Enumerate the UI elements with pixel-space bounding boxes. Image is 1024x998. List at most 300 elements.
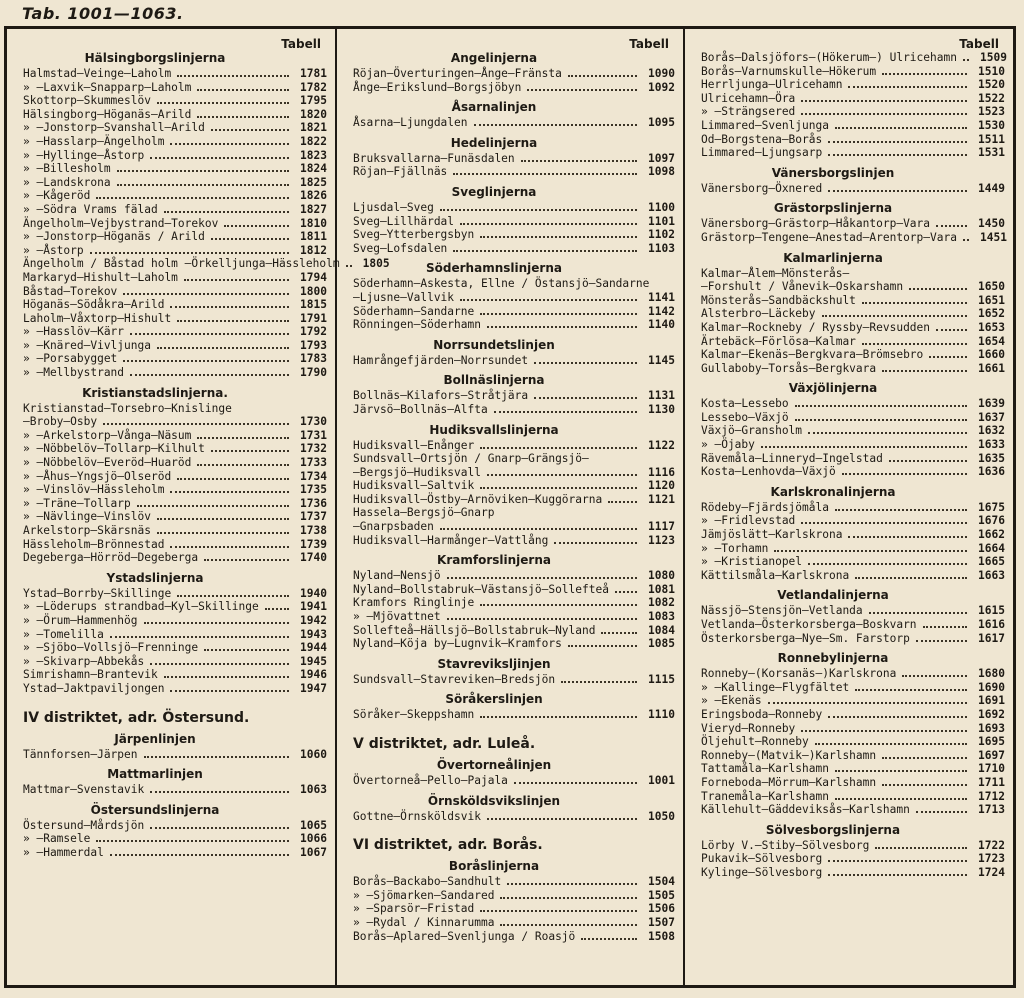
route-name: » —Hammerdal [23, 845, 104, 859]
route-name: Kosta—Lessebo [701, 397, 789, 411]
table-number: 1791 [300, 311, 327, 325]
leader-dots [801, 100, 967, 102]
table-number: 1065 [300, 818, 327, 832]
route-name: » —Nöbbelöv—Everöd—Huaröd [23, 456, 192, 470]
table-number: 1520 [978, 78, 1005, 92]
route-section [23, 51, 390, 380]
table-number: 1734 [300, 469, 327, 483]
leader-dots [568, 75, 637, 77]
route-row [353, 116, 675, 130]
table-number: 1660 [978, 348, 1005, 362]
route-name: Mattmar—Svenstavik [23, 783, 145, 797]
table-number: 1001 [648, 774, 675, 787]
leader-dots [848, 536, 967, 538]
route-row [353, 81, 675, 95]
route-row [353, 810, 675, 824]
route-section [353, 758, 675, 788]
leader-dots [514, 782, 637, 784]
leader-dots [460, 299, 637, 301]
leader-dots [480, 236, 637, 238]
route-name: Kosta—Lenhovda—Växjö [701, 465, 836, 479]
route-row [353, 916, 675, 930]
route-row [23, 121, 327, 135]
route-row [701, 604, 1005, 618]
route-row [23, 641, 327, 655]
table-number: 1805 [362, 257, 390, 271]
route-name: Degeberga—Hörröd—Degeberga [23, 551, 199, 565]
section-title: Växjölinjerna [788, 381, 878, 396]
leader-dots [828, 860, 967, 862]
route-row [353, 67, 675, 81]
route-section [353, 553, 675, 651]
route-name: » —Porsabygget [23, 352, 118, 366]
table-number: 1690 [978, 680, 1005, 694]
route-row [23, 442, 327, 456]
route-name: Söderhamn—Sandarne [353, 304, 475, 318]
route-section [353, 423, 675, 548]
route-section [353, 261, 675, 331]
table-number: 1793 [300, 338, 327, 352]
table-number: 1823 [300, 148, 327, 162]
route-name: Kramfors Ringlinje [353, 596, 475, 610]
leader-dots [601, 632, 637, 634]
route-section [701, 651, 1005, 817]
section-title: Karlskronalinjerna [770, 484, 896, 499]
leader-dots [117, 170, 289, 172]
table-number: 1812 [300, 243, 327, 257]
route-row [701, 528, 1005, 542]
route-section [353, 657, 675, 687]
leader-dots [534, 397, 637, 399]
route-row [23, 497, 327, 511]
table-number: 1142 [648, 304, 675, 318]
route-name: » —Sjömarken—Sandared [353, 888, 495, 902]
table-number: 1663 [978, 568, 1005, 582]
route-name: Vänersborg—Grästorp—Håkantorp—Vara [701, 217, 931, 231]
route-name: Bruksvallarna—Funäsdalen [353, 151, 515, 165]
table-number: 1676 [978, 514, 1005, 528]
section-title: Kalmarlinjerna [783, 250, 883, 265]
table-number: 1080 [648, 569, 675, 583]
leader-dots [487, 326, 637, 328]
table-number: 1662 [978, 528, 1005, 542]
section-title: Kramforslinjerna [437, 553, 551, 568]
route-row [701, 681, 1005, 695]
table-number: 1084 [648, 623, 675, 637]
route-section [353, 859, 675, 943]
table-number: 1794 [300, 270, 327, 284]
table-number: 1140 [648, 318, 675, 332]
leader-dots [130, 333, 289, 335]
leader-dots [795, 419, 967, 421]
table-number: 1121 [648, 492, 675, 506]
table-number: 1067 [300, 845, 327, 859]
route-row [701, 542, 1005, 556]
table-number: 1652 [978, 307, 1005, 321]
route-row [23, 783, 327, 797]
route-name: » —Örum—Hammenhög [23, 613, 138, 627]
leader-dots [855, 577, 967, 579]
route-row [23, 149, 327, 163]
route-name: Mönsterås—Sandbäckshult [701, 293, 856, 307]
leader-dots [453, 173, 637, 175]
leader-dots [882, 370, 967, 372]
route-name: Borås—Varnumskulle—Hökerum [701, 64, 877, 78]
leader-dots [828, 716, 967, 718]
section-title: Östersundslinjerna [90, 802, 220, 817]
route-row [701, 348, 1005, 362]
leader-dots [835, 798, 967, 800]
leader-dots [144, 622, 289, 624]
leader-dots [842, 473, 967, 475]
leader-dots [828, 874, 967, 876]
table-number: 1945 [300, 654, 327, 668]
table-number: 1122 [648, 438, 675, 452]
table-number: 1066 [300, 832, 327, 846]
table-number: 1081 [648, 582, 675, 596]
table-number: 1675 [978, 500, 1005, 514]
leader-dots [916, 640, 967, 642]
route-name: Öljehult—Ronneby [701, 735, 809, 749]
route-row [701, 51, 1005, 65]
route-section [23, 803, 327, 860]
table-number: 1947 [300, 681, 327, 695]
leader-dots [494, 411, 637, 413]
route-row [353, 930, 675, 944]
route-name: Halmstad—Veinge—Laholm [23, 67, 172, 80]
section-title: Järpenlinjen [114, 731, 196, 746]
route-row [701, 776, 1005, 790]
leader-dots [828, 141, 967, 143]
route-name: Ronneby—(Korsanäs—)Karlskrona [701, 667, 897, 681]
table-number: 1098 [648, 165, 675, 179]
route-name: » —Hyllinge—Åstorp [23, 148, 145, 162]
route-name: —Gnarpsbaden [353, 520, 434, 534]
route-name: » —Ekenäs [701, 694, 762, 708]
section-title: Grästorpslinjerna [773, 201, 893, 216]
route-name: Borås—Aplared—Svenljunga / Roasjö [353, 929, 576, 943]
table-number: 1511 [978, 132, 1005, 146]
table-number: 1102 [648, 228, 675, 242]
leader-dots [170, 306, 289, 308]
route-row [701, 762, 1005, 776]
table-number: 1120 [648, 479, 675, 493]
table-number: 1790 [300, 366, 327, 380]
route-name: Markaryd—Hishult—Laholm [23, 270, 178, 284]
district-heading: IV distriktet, adr. Östersund. [23, 709, 250, 726]
table-number: 1615 [978, 604, 1005, 618]
table-number: 1509 [980, 51, 1007, 64]
table-number: 1710 [978, 762, 1005, 776]
route-row [353, 228, 675, 242]
leader-dots [869, 612, 967, 614]
leader-dots [923, 626, 967, 628]
route-name: Od—Borgstena—Borås [701, 132, 823, 146]
route-row [701, 722, 1005, 736]
section-title: Norrsundetslinjen [433, 337, 555, 352]
leader-dots [801, 730, 967, 732]
route-name: Sveg—Lofsdalen [353, 241, 448, 255]
table-number: 1633 [978, 438, 1005, 452]
route-name: Tännforsen—Järpen [23, 747, 138, 761]
table-number: 1783 [300, 352, 327, 366]
leader-dots [123, 293, 289, 295]
leader-dots [440, 528, 637, 530]
route-row [23, 67, 327, 81]
leader-dots [480, 447, 637, 449]
column-2 [337, 29, 685, 985]
route-name: Övertorneå—Pello—Pajala [353, 774, 508, 787]
route-name: » —Åstorp [23, 243, 84, 257]
leader-dots [568, 645, 637, 647]
route-row [353, 165, 675, 179]
leader-dots [474, 124, 637, 126]
route-row [353, 452, 675, 466]
leader-dots [761, 446, 967, 448]
leader-dots [801, 113, 967, 115]
route-name: Nässjö—Stensjön—Vetlanda [701, 604, 863, 618]
route-name: » —Billesholm [23, 162, 111, 176]
route-name: Ronneby—(Matvik—)Karlshamn [701, 748, 877, 762]
route-row [23, 339, 327, 353]
table-number: 1795 [300, 94, 327, 108]
table-number: 1782 [300, 80, 327, 94]
table-number: 1732 [300, 442, 327, 456]
route-row [353, 201, 675, 215]
route-name: Ystad—Borrby—Skillinge [23, 586, 172, 600]
leader-dots [480, 910, 637, 912]
route-name: » —Knäred—Vivljunga [23, 338, 151, 352]
leader-dots [808, 432, 967, 434]
route-row [353, 479, 675, 493]
section-title: Hedelinjerna [450, 135, 538, 150]
route-name: » —Öjaby [701, 438, 755, 452]
route-name: » —Åhus—Yngsjö—Olseröd [23, 469, 172, 483]
route-name: Hudiksvall—Harmånger—Vattlång [353, 533, 549, 547]
route-row [23, 325, 327, 339]
route-name: —Forshult / Vånevik—Oskarshamn [701, 280, 904, 294]
route-row [701, 307, 1005, 321]
route-row [353, 520, 675, 534]
section-title: Hudiksvallslinjerna [429, 422, 559, 437]
route-name: Nyland—Bollstabruk—Västansjö—Sollefteå [353, 582, 609, 596]
leader-dots [581, 938, 637, 940]
table-number: 1711 [978, 775, 1005, 789]
table-number: 1523 [978, 105, 1005, 119]
leader-dots [882, 784, 967, 786]
route-name: Sundsvall—Stavreviken—Bredsjön [353, 672, 556, 686]
route-row [701, 501, 1005, 515]
leader-dots [110, 636, 289, 638]
table-number: 1781 [300, 67, 327, 80]
route-name: » —Södra Vrams fälad [23, 202, 158, 216]
route-section [701, 166, 1005, 196]
route-section [701, 51, 1005, 160]
route-name: Lörby V.—Stiby—Sölvesborg [701, 838, 870, 852]
table-number: 1531 [978, 146, 1005, 160]
table-number: 1651 [978, 293, 1005, 307]
route-row [701, 119, 1005, 133]
route-row [701, 217, 1005, 231]
route-row [701, 182, 1005, 196]
leader-dots [211, 238, 289, 240]
route-row [23, 682, 327, 696]
leader-dots [90, 252, 289, 254]
route-row [701, 335, 1005, 349]
table-number: 1637 [978, 410, 1005, 424]
leader-dots [768, 702, 967, 704]
table-number: 1090 [648, 67, 675, 80]
section-title: Kristianstadslinjerna. [82, 385, 228, 400]
tabell-header: Tabell [281, 37, 321, 51]
leader-dots [197, 464, 289, 466]
leader-dots [177, 478, 289, 480]
leader-dots [197, 437, 289, 439]
route-row [701, 667, 1005, 681]
route-row [23, 587, 327, 601]
route-name: Ängelholm—Vejbystrand—Torekov [23, 216, 219, 230]
route-name: Söråker—Skeppshamn [353, 708, 475, 722]
table-number: 1145 [648, 353, 675, 367]
table-number: 1095 [648, 116, 675, 130]
route-row [701, 555, 1005, 569]
leader-dots [808, 563, 967, 565]
route-name: » —Landskrona [23, 175, 111, 189]
route-name: Vänersborg—Öxnered [701, 181, 823, 195]
route-section [353, 794, 675, 824]
column-3 [685, 29, 1013, 985]
route-name: Röjan—Överturingen—Ånge—Fränsta [353, 67, 562, 80]
route-name: » —Fridlevstad [701, 514, 796, 528]
route-name: » —Mellbystrand [23, 366, 125, 380]
route-name: » —Jonstorp—Höganäs / Arild [23, 230, 205, 244]
table-number: 1060 [300, 747, 327, 761]
route-name: Kalmar—Ekenäs—Bergkvara—Brömsebro [701, 348, 924, 362]
route-row [701, 231, 1005, 245]
route-name: Järvsö—Bollnäs—Alfta [353, 402, 488, 416]
table-number: 1736 [300, 496, 327, 510]
leader-dots [164, 676, 289, 678]
table-number: 1827 [300, 202, 327, 216]
route-section [23, 386, 327, 565]
table-number: 1451 [980, 230, 1007, 244]
route-row [23, 510, 327, 524]
route-name: Borås—Dalsjöfors—(Hökerum—) Ulricehamn [701, 51, 957, 64]
table-number: 1731 [300, 428, 327, 442]
route-name: » —Nävlinge—Vinslöv [23, 510, 151, 524]
route-section [353, 338, 675, 368]
timetable-frame [4, 26, 1016, 988]
table-number: 1693 [978, 721, 1005, 735]
leader-dots [848, 86, 967, 88]
table-number: 1735 [300, 483, 327, 497]
leader-dots [224, 225, 289, 227]
route-row [23, 524, 327, 538]
route-row [353, 875, 675, 889]
route-row [23, 483, 327, 497]
route-name: Ärtebäck—Förlösa—Kalmar [701, 334, 856, 348]
route-row [353, 403, 675, 417]
leader-dots [615, 591, 637, 593]
leader-dots [507, 883, 637, 885]
route-name: Herrljunga—Ulricehamn [701, 78, 843, 92]
route-section [353, 136, 675, 179]
route-name: » —Skivarp—Abbekås [23, 654, 145, 668]
route-row [353, 493, 675, 507]
route-section [701, 381, 1005, 479]
leader-dots [170, 690, 289, 692]
route-row [23, 402, 327, 416]
route-name: » —Hasslöv—Kärr [23, 325, 125, 339]
table-number: 1141 [648, 290, 675, 304]
route-name: Tranemåla—Karlshamn [701, 789, 829, 803]
route-row [701, 465, 1005, 479]
leader-dots [204, 559, 289, 561]
route-row [353, 624, 675, 638]
route-name: Eringsboda—Ronneby [701, 707, 823, 721]
section-title: Vetlandalinjerna [777, 588, 889, 603]
route-name: Sollefteå—Hällsjö—Bollstabruk—Nyland [353, 623, 596, 637]
section-title: Ystadslinjerna [106, 570, 204, 585]
table-number: 1665 [978, 555, 1005, 569]
route-row [23, 832, 327, 846]
route-name: Kalmar—Rockneby / Ryssby—Revsudden [701, 320, 931, 334]
route-row [353, 902, 675, 916]
route-row [701, 694, 1005, 708]
table-number: 1636 [978, 465, 1005, 479]
table-number: 1508 [648, 929, 675, 943]
table-number: 1944 [300, 641, 327, 655]
leader-dots [929, 356, 967, 358]
leader-dots [170, 491, 289, 493]
route-row [23, 538, 327, 552]
table-number: 1825 [300, 175, 327, 189]
route-name: Ljusdal—Sveg [353, 200, 434, 214]
route-row [23, 628, 327, 642]
section-title: Angelinjerna [450, 51, 538, 65]
leader-dots [527, 89, 637, 91]
route-row [23, 846, 327, 860]
section-title: Åsarnalinjen [451, 100, 537, 115]
route-row [701, 839, 1005, 853]
table-number: 1695 [978, 735, 1005, 749]
route-row [353, 774, 675, 788]
route-name: Limmared—Ljungsarp [701, 146, 823, 160]
section-title: Boråslinjerna [448, 859, 540, 874]
route-name: Kalmar—Ålem—Mönsterås— [701, 266, 850, 280]
route-row [23, 614, 327, 628]
leader-dots [447, 618, 637, 620]
leader-dots [862, 302, 967, 304]
route-row [353, 354, 675, 368]
route-row [23, 470, 327, 484]
route-row [23, 94, 327, 108]
table-number: 1097 [648, 151, 675, 165]
leader-dots [453, 250, 637, 252]
section-title: Hälsingborgslinjerna [84, 51, 226, 65]
leader-dots [815, 743, 967, 745]
leader-dots [177, 595, 289, 597]
leader-dots [963, 239, 969, 241]
table-number: 1691 [978, 694, 1005, 708]
section-title: Sölvesborgslinjerna [765, 822, 901, 837]
table-number: 1506 [648, 902, 675, 916]
leader-dots [500, 924, 637, 926]
table-number: 1723 [978, 852, 1005, 866]
route-row [353, 277, 675, 291]
route-row [353, 439, 675, 453]
route-name: Arkelstorp—Skärsnäs [23, 524, 151, 537]
